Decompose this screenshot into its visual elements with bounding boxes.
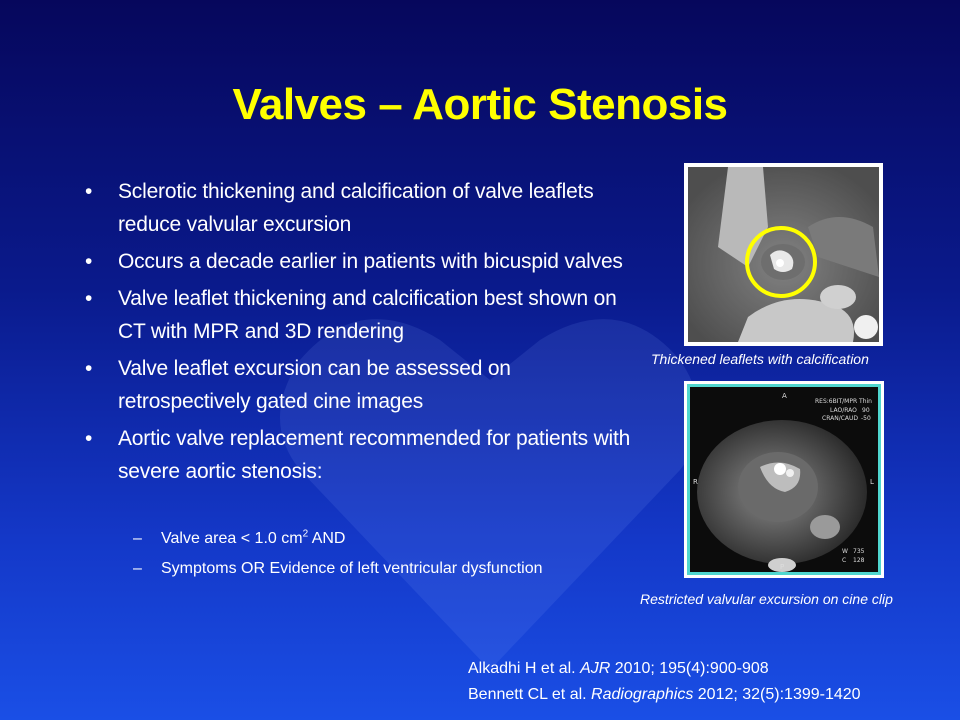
- reference-authors: Alkadhi H et al.: [468, 660, 581, 677]
- bullet-text: Occurs a decade earlier in patients with bicuspid valves: [118, 250, 623, 273]
- references: [468, 656, 861, 708]
- bullet-list: [85, 175, 645, 492]
- marker-left: L: [870, 478, 874, 486]
- bullet-text: Sclerotic thickening and calcification of valve leaflets reduce valvular excursion: [118, 180, 594, 236]
- slide-title: Valves – Aortic Stenosis: [232, 80, 728, 129]
- overlay-text: 128: [853, 557, 865, 564]
- reference-authors: Bennett CL et al.: [468, 686, 592, 703]
- sub-bullet-item: [133, 524, 653, 554]
- bullet-item: [85, 245, 645, 278]
- bullet-dot-icon: •: [85, 287, 93, 310]
- sub-bullet-text: Valve area < 1.0 cm: [161, 530, 303, 547]
- image-caption: Thickened leaflets with calcification: [651, 351, 869, 367]
- ct-image-calcified-leaflets: [684, 163, 883, 346]
- overlay-text: LAO/RAO: [830, 407, 857, 414]
- image-caption: Restricted valvular excursion on cine clip: [640, 591, 893, 607]
- bullet-dot-icon: •: [85, 180, 93, 203]
- bullet-item: [85, 422, 645, 488]
- overlay-text: CRAN/CAUD: [822, 415, 859, 422]
- bullet-dot-icon: •: [85, 357, 93, 380]
- bullet-dot-icon: •: [85, 250, 93, 273]
- overlay-text: RES:6BIT/MPR Thin: [815, 398, 872, 405]
- bullet-item: [85, 282, 645, 348]
- ct-scan-image: [688, 167, 879, 342]
- dash-icon: –: [133, 530, 142, 547]
- reference-citation: 2012; 32(5):1399-1420: [693, 686, 861, 703]
- bullet-text: Valve leaflet thickening and calcification best shown on CT with MPR and 3D rendering: [118, 287, 617, 343]
- reference-journal: Radiographics: [591, 686, 694, 703]
- bullet-text: Aortic valve replacement recommended for patients with severe aortic stenosis:: [118, 427, 631, 483]
- overlay-text: W: [842, 548, 848, 555]
- reference-citation: 2010; 195(4):900-908: [610, 660, 769, 677]
- bullet-text: Valve leaflet excursion can be assessed on retrospectively gated cine images: [118, 357, 511, 413]
- sub-bullet-text: Symptoms OR Evidence of left ventricular dysfunction: [161, 560, 543, 577]
- overlay-text: -50: [861, 415, 871, 422]
- superscript: 2: [302, 528, 309, 540]
- ct-image-cine-clip: [684, 381, 884, 578]
- sub-bullet-item: [133, 554, 653, 584]
- marker-right: R: [693, 478, 698, 486]
- dash-icon: –: [133, 560, 142, 577]
- overlay-text: C: [842, 557, 847, 564]
- overlay-text: 90: [862, 407, 870, 414]
- reference-line: [468, 682, 861, 708]
- bullet-item: [85, 352, 645, 418]
- overlay-text: 735: [853, 548, 865, 555]
- sub-bullet-text: AND: [308, 530, 346, 547]
- marker-anterior: A: [782, 392, 787, 400]
- reference-line: [468, 656, 861, 682]
- bullet-item: [85, 175, 645, 241]
- bullet-dot-icon: •: [85, 427, 93, 450]
- ct-scan-image: [690, 387, 878, 572]
- reference-journal: AJR: [580, 660, 611, 677]
- sub-bullet-list: [133, 524, 653, 584]
- marker-posterior: P: [780, 563, 785, 571]
